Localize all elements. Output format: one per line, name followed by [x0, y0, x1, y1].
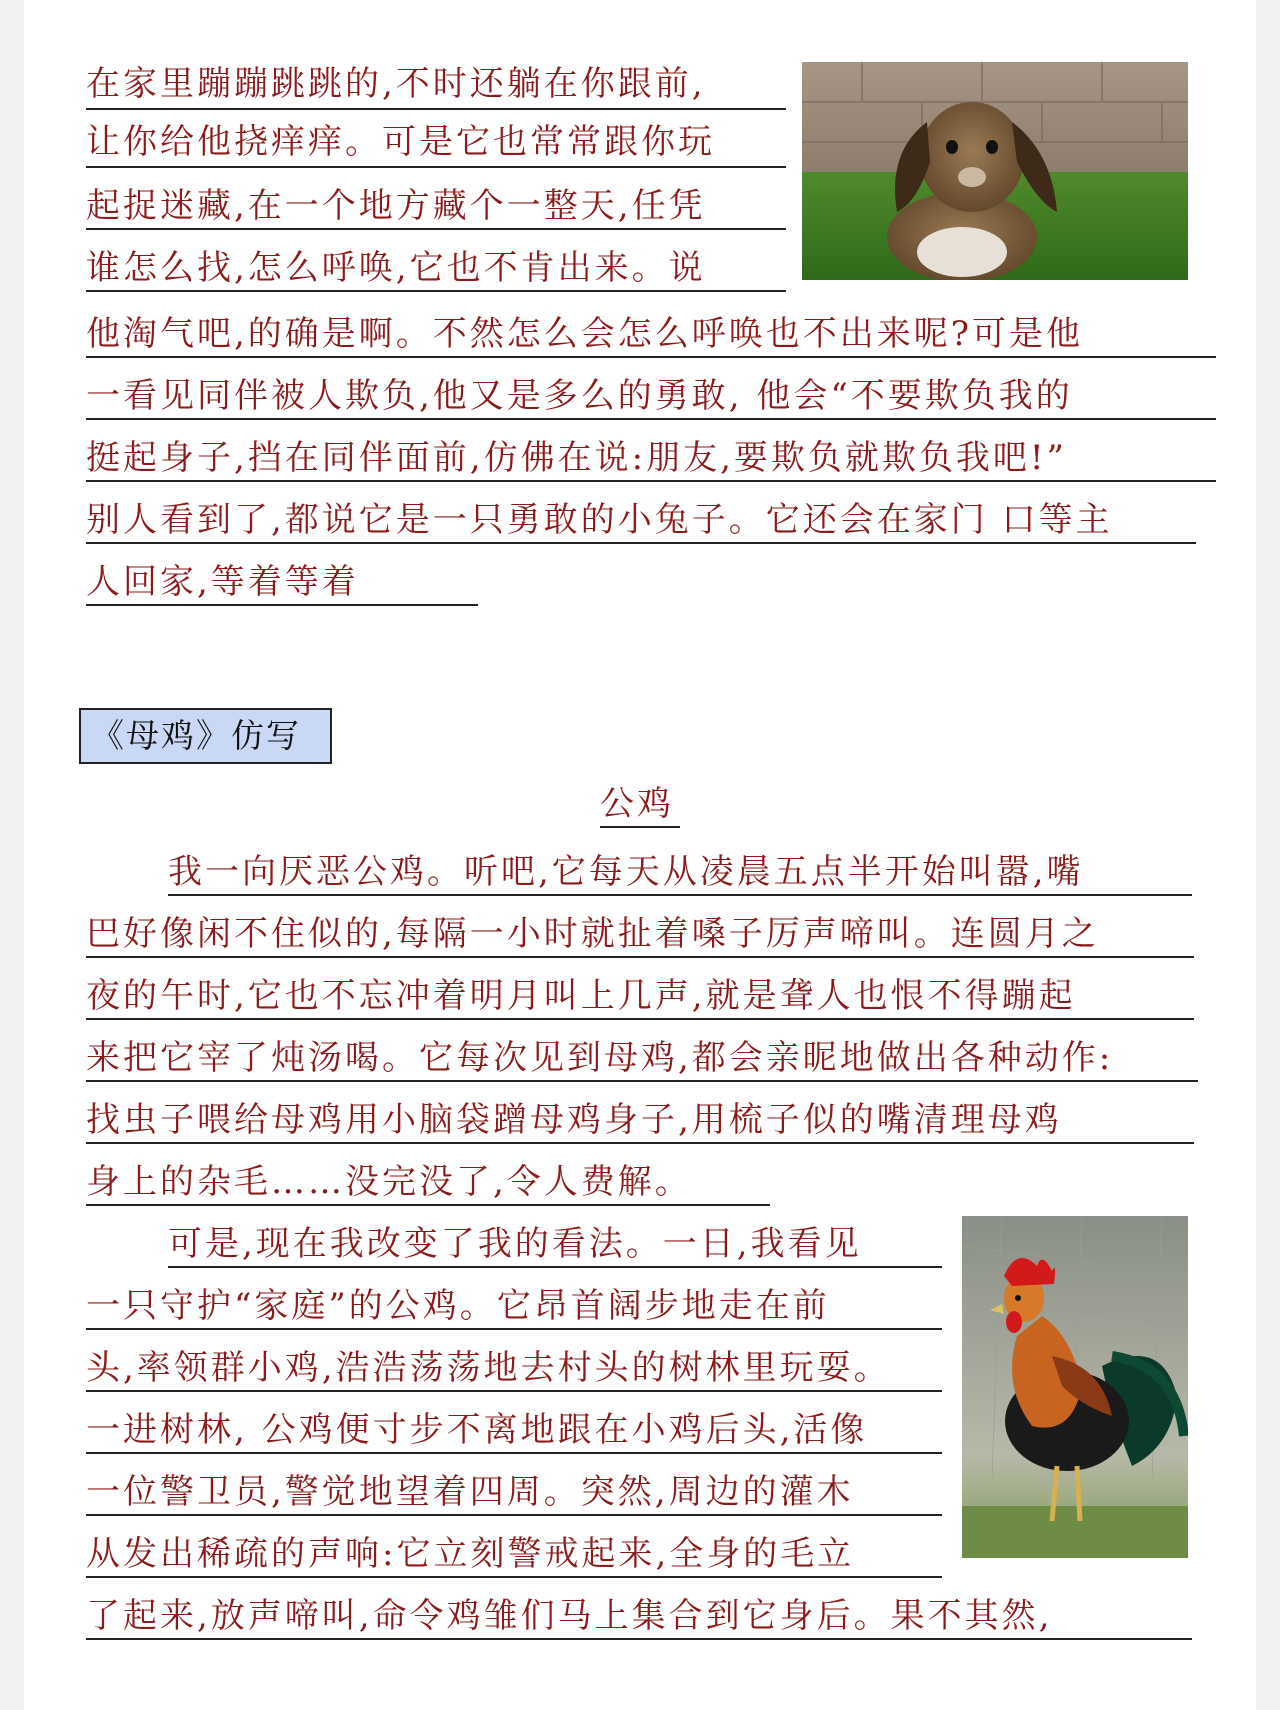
underline	[86, 1080, 1198, 1082]
underline	[86, 418, 1216, 420]
underline	[86, 290, 786, 292]
underline	[86, 604, 478, 606]
passage2-line-3: 夜的午时,它也不忘冲着明月叫上几声,就是聋人也恨不得蹦起	[86, 976, 1076, 1016]
passage3-line-1: 可是,现在我改变了我的看法。一日,我看见	[168, 1224, 862, 1264]
underline	[168, 894, 1192, 896]
passage1-line-4: 谁怎么找,怎么呼唤,它也不肯出来。说	[86, 248, 706, 288]
passage3-line-4: 一进树林, 公鸡便寸步不离地跟在小鸡后头,活像	[86, 1410, 868, 1450]
passage2-line-5: 找虫子喂给母鸡用小脑袋蹭母鸡身子,用梳子似的嘴清理母鸡	[86, 1100, 1062, 1140]
title-underline	[600, 826, 680, 828]
underline	[86, 1204, 770, 1206]
underline	[86, 1514, 942, 1516]
underline	[168, 1266, 942, 1268]
underline	[86, 356, 1216, 358]
passage3-line-3: 头,率领群小鸡,浩浩荡荡地去村头的树林里玩耍。	[86, 1348, 891, 1388]
underline	[86, 1638, 1192, 1640]
underline	[86, 1328, 942, 1330]
essay-title: 公鸡	[600, 784, 674, 824]
underline	[86, 1390, 942, 1392]
underline	[86, 166, 786, 168]
underline	[86, 956, 1194, 958]
passage1-line-5: 他淘气吧,的确是啊。不然怎么会怎么呼唤也不出来呢?可是他	[86, 314, 1084, 354]
section-heading: 《母鸡》仿写	[79, 708, 332, 764]
underline	[86, 1576, 942, 1578]
passage1-line-9: 人回家,等着等着	[86, 562, 359, 602]
passage3-line-5: 一位警卫员,警觉地望着四周。突然,周边的灌木	[86, 1472, 854, 1512]
passage1-line-7: 挺起身子,挡在同伴面前,仿佛在说:朋友,要欺负就欺负我吧!”	[86, 438, 1067, 478]
rooster-image	[962, 1216, 1188, 1558]
passage2-line-2: 巴好像闲不住似的,每隔一小时就扯着嗓子厉声啼叫。连圆月之	[86, 914, 1099, 954]
passage1-line-3: 起捉迷藏,在一个地方藏个一整天,任凭	[86, 186, 706, 226]
passage1-line-2: 让你给他挠痒痒。可是它也常常跟你玩	[86, 122, 715, 162]
passage3-line-2: 一只守护“家庭”的公鸡。它昂首阔步地走在前	[86, 1286, 830, 1326]
passage2-line-4: 来把它宰了炖汤喝。它每次见到母鸡,都会亲昵地做出各种动作:	[86, 1038, 1114, 1078]
underline	[86, 108, 786, 110]
underline	[86, 480, 1216, 482]
underline	[86, 228, 786, 230]
passage3-line-7: 了起来,放声啼叫,命令鸡雏们马上集合到它身后。果不其然,	[86, 1596, 1053, 1636]
rabbit-photo	[802, 62, 1188, 280]
underline	[86, 1142, 1194, 1144]
underline	[86, 1452, 942, 1454]
underline	[86, 542, 1196, 544]
underline	[86, 1018, 1194, 1020]
rooster-photo	[962, 1216, 1188, 1558]
passage1-line-1: 在家里蹦蹦跳跳的,不时还躺在你跟前,	[86, 64, 706, 104]
rabbit-image	[802, 62, 1188, 280]
passage2-line-6: 身上的杂毛……没完没了,令人费解。	[86, 1162, 692, 1202]
passage3-line-6: 从发出稀疏的声响:它立刻警戒起来,全身的毛立	[86, 1534, 855, 1574]
passage1-line-8: 别人看到了,都说它是一只勇敢的小兔子。它还会在家门 口等主	[86, 500, 1113, 540]
passage2-line-1: 我一向厌恶公鸡。听吧,它每天从凌晨五点半开始叫嚣,嘴	[168, 852, 1084, 892]
passage1-line-6: 一看见同伴被人欺负,他又是多么的勇敢, 他会“不要欺负我的	[86, 376, 1073, 416]
